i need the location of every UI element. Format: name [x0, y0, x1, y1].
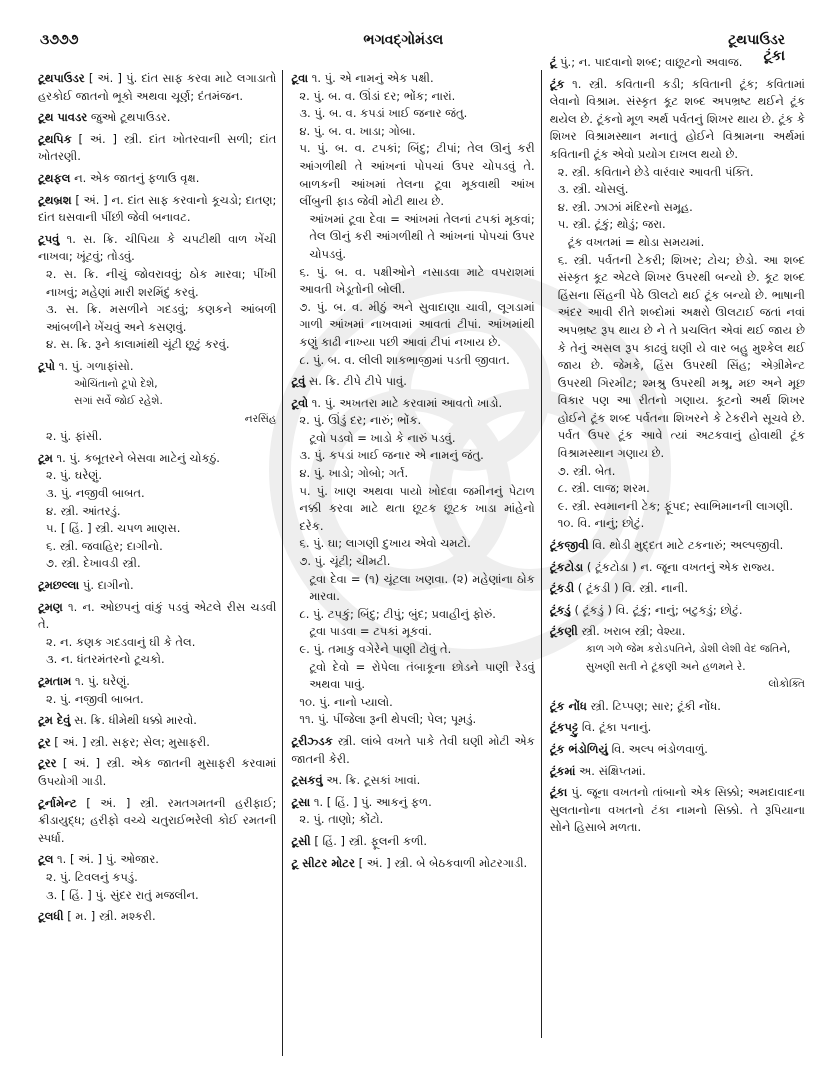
idiom-phrase: ટૂવો દેવો = રોપેલા તંબાકૂના છોડને પાણી રેડવું અથવા પાવું. — [309, 659, 535, 692]
definition-text: [ અં. ] ન. દાંત સાફ કરવાનો કૂચડો; દાતણ; દાંત ઘસવાની પીંછી જેવી બનાવટ. — [38, 192, 277, 225]
quotation-attribution: નરસિંહ — [244, 412, 277, 425]
definition-text: ( ટૂંકડી ) વિ. સ્ત્રી. નાની. — [577, 581, 689, 596]
entry-first-line — [38, 577, 276, 595]
entry-first-line — [38, 450, 276, 468]
headword: ટૂંકા — [549, 785, 568, 800]
sense-definition: ૮. પું. બ. વ. લીલી શાકભાજીમાં પડતી જીવાત. — [299, 352, 510, 367]
definition-text: ૧. પું. કબૂતરને બેસવા માટેનું ચોકઠું. — [56, 450, 220, 465]
sense-definition: ૬. પું. ઘા; લાગણી દુખાય એવો ચમટો. — [299, 536, 471, 551]
sense-definition: ૮. સ્ત્રી. લાજ; શરમ. — [557, 481, 650, 496]
headword: ટૂસકવું — [291, 773, 323, 788]
dictionary-entry — [291, 373, 534, 391]
sense-definition: ૪. પું. બ. વ. ખાડા; ગોબા. — [299, 123, 416, 138]
headword: ટૂપો — [38, 358, 56, 373]
headword: ટૂરર — [38, 756, 57, 771]
headword: ટૂંકડી — [549, 581, 575, 596]
definition-text: ૧. પું. ગળાફાંસો. — [58, 358, 134, 373]
headword: ટૂથબ્રશ — [38, 192, 72, 207]
dictionary-entry — [38, 358, 276, 446]
dictionary-entry — [550, 559, 805, 577]
dictionary-entry — [38, 231, 276, 354]
dictionary-entry — [38, 70, 276, 105]
dictionary-entry — [38, 170, 276, 188]
headword: ટૂલ — [38, 852, 54, 867]
entry-first-line — [38, 734, 276, 752]
headword: ટૂવો — [291, 395, 309, 410]
definition-text: વિ. થોડી મુદ્દત માટે ટકનારું; અલ્પજીવી. — [592, 538, 784, 553]
definition-text: [ મ. ] સ્ત્રી. મશ્કરી. — [67, 909, 156, 924]
definition-text: પું. જૂના વખતનો તાંબાનો એક સિક્કો; અમદાવાદના સુલતાનોના વખતનો ટંકા નામનો સિક્કો. તે રૂપિયાના સોને હિસાબે મળતા. — [549, 785, 805, 835]
dictionary-entry — [38, 734, 276, 752]
entry-first-line — [550, 602, 805, 620]
sense-definition: ૭. પું. બ. વ. મીઠું અને સુવાદાણા ચાવી, લૂગડામાં ગાળી આંખમાં નાખવામાં આવતાં ટીપાં. આંખમાંથી કણું કાઢી નાખ્યા પછી આવાં ટીપાં નખાય છે. — [299, 299, 535, 349]
entry-first-line — [38, 109, 276, 127]
entry-first-line — [550, 763, 805, 781]
definition-text: અ. સંક્ષિપ્તમાં. — [579, 763, 646, 778]
entry-first-line — [550, 719, 805, 737]
column-3 — [542, 54, 805, 1056]
headword: ટૂવું — [291, 374, 306, 389]
page-header — [40, 28, 785, 52]
headword: ટૂથપાઉડર — [38, 71, 85, 85]
definition-text: [ અં. ] સ્ત્રી. રમતગમતની હરીફાઈ; ક્રીડાયુદ્ધ; હરીફો વચ્ચે ચતુરાઈભરેલી કોઈ રમતની સ્પર્ધા. — [38, 795, 277, 845]
entry-first-line — [550, 537, 805, 555]
entry-first-line — [291, 833, 534, 851]
sense-definition: ૧૦. વિ. નાનું; છોટું. — [557, 516, 645, 531]
sense-definition: ૬. સ્ત્રી. પર્વતની ટેકરી; શિખર; ટોચ; છેડો. આ શબ્દ સંસ્કૃત કૂટ એટલે શિખર ઉપરથી બન્યો છે. કૂટ શબ્દ હિંસના સિંહની પેઠે ઊલટો થઈ ટૂંક બન્યો છે. ભાષાની અંદર આવી રીતે શબ્દોમાં અક્ષરો ઊલટાઈ જતાં નવાં અપભ્રષ્ટ રૂપ થાય છે ને તે પ્રચલિત એવાં થઈ જાય છે કે તેનું અસલ રૂપ કાઢવું ઘણી યે વાર બહુ મુશ્કેલ થઈ જાય છે. જેમકે, હિંસ ઉપરથી સિંહ; એગ્રીમેન્ટ ઉપરથી ગિરમીટ; શ્મશ્રુ ઉપરથી મશ્રૂ, મછ અને મૂછ વિકાર પણ આ રીતનો ગણાય. કૂટનો અર્થ શિખર હોઈને ટૂંક શબ્દ પર્વતના શિખરને કે ટેકરીને સૂચવે છે. પર્વત ઉપર ટૂંક આવે ત્યાં અટકવાનું હોવાથી ટૂંક વિશ્રામસ્થાન ગણાય છે. — [557, 252, 805, 461]
definition-text: સ. ક્રિ. ધીમેથી ધક્કો મારવો. — [74, 713, 197, 728]
entry-first-line — [291, 794, 534, 812]
sense-definition: ૬. પું. બ. વ. પક્ષીઓને નસાડવા માટે વપરાશમાં આવતી ખેડૂતોની બોલી. — [299, 264, 535, 297]
headword: ટૂસા — [291, 794, 311, 809]
headword: ટૂથપિક — [38, 131, 72, 146]
definition-text: ( ટૂંકડું ) વિ. ટૂંકું; નાનું; બટુકડું; છોટું. — [574, 602, 743, 617]
entry-first-line — [550, 580, 805, 598]
dictionary-columns — [38, 55, 805, 1056]
headword: ટૂર્નામેન્ટ — [38, 795, 77, 810]
sense-definition: ૩. પું. બ. વ. કપડાં ખાઈ જનાર જંતુ. — [299, 106, 468, 121]
sense-definition: ૩. સ. ક્રિ. મસળીને ગદડવું; કણકને આંબળી આંબળીને ખેંચવું અને કસણવું. — [46, 302, 277, 334]
idiom-phrase: ટૂવા પાડવા = ટપકાં મૂકવાં. — [309, 624, 432, 639]
entry-first-line — [38, 358, 276, 376]
entry-first-line — [38, 70, 276, 105]
definition-text: અ. ક્રિ. ટૂસકાં ખાવાં. — [326, 773, 421, 788]
definition-text: ૧. પું. અખતરા માટે કરવામાં આવતો ખાડો. — [311, 395, 503, 410]
sense-definition: ૨. પું. બ. વ. ઊંડાં દર; ભોંક; નારાં. — [299, 88, 456, 103]
sense-definition: ૭. પું. ચૂંટી; ચીમટી. — [299, 554, 391, 569]
column-1 — [38, 70, 283, 1056]
dictionary-entry — [550, 763, 805, 781]
idiom-phrase: ટૂવો પડવો = ખાડો કે નારું પડવું. — [309, 430, 456, 445]
dictionary-entry — [550, 741, 805, 759]
sense-definition: ૯. પું. તમાકુ વગેરેને પાણી ટોવું તે. — [299, 642, 452, 656]
dictionary-entry — [550, 537, 805, 555]
dictionary-entry — [38, 109, 276, 127]
headword: ટૂથ પાવડર — [38, 110, 88, 125]
entry-first-line — [291, 733, 534, 768]
definition-text: ૧. ન. ઓછપનું વાંકું પડવું એટલે રીસ ચડવી તે. — [38, 599, 277, 632]
entry-first-line — [291, 772, 534, 790]
sense-definition: ૬. સ્ત્રી. જવાહિર; દાગીનો. — [46, 538, 163, 553]
dictionary-entry — [550, 784, 805, 837]
sense-definition: ૩. સ્ત્રી. ચોસલું. — [557, 182, 629, 197]
definition-text: સ્ત્રી. ટિપ્પણ; સાર; ટૂંકી નોંધ. — [590, 698, 721, 713]
definition-text: ૧. સ્ત્રી. કવિતાની કડી; કવિતાની ટૂંક; કવિતામાં લેવાનો વિશ્રામ. સંસ્કૃત કૂટ શબ્દ અપભ્રષ્ટ થઈને ટૂંક થયેલ છે. ટૂંકનો મૂળ અર્થ પર્વતનું શિખર થાય છે. ટૂંક કે શિખર વિશ્રામસ્થાન મનાતું હોઈને વિશ્રામના અર્થમાં કવિતાની ટૂંક એવો પ્રયોગ દાખલ થયો છે. — [549, 76, 805, 161]
entry-first-line — [550, 54, 805, 72]
entry-first-line — [38, 851, 276, 869]
sense-definition: ૩. પું. કપડાં ખાઈ જનાર એ નામનું જંતુ. — [299, 448, 484, 463]
definition-text: સ. ક્રિ. ટીપે ટીપે પાવું. — [308, 374, 407, 389]
entry-first-line — [38, 755, 276, 790]
entry-first-line — [38, 192, 276, 227]
definition-text: [ અં. ] સ્ત્રી. દાંત ખોતરવાની સળી; દાંત ખોતરણી. — [38, 131, 277, 164]
dictionary-entry — [38, 673, 276, 708]
guide-word-first: ટૂથપાઉડર — [728, 32, 785, 48]
definition-text: [ હિં. ] સ્ત્રી. ફૂલની કળી. — [314, 833, 428, 848]
headword: ટૂંકમાં — [549, 763, 576, 778]
headword: ટૂમતામ — [38, 674, 72, 688]
definition-text: સ્ત્રી. લાંબે વખતે પાકે તેવી ઘણી મોટી એક જાતની કેરી. — [291, 733, 535, 766]
headword: ટૂસી — [291, 833, 311, 848]
entry-first-line — [38, 131, 276, 166]
dictionary-entry — [38, 908, 276, 926]
sense-definition: ૮. પું. ટપકું; બિંદુ; ટીપું; બુંદ; પ્રવાહીનું ફોરું. — [299, 606, 496, 621]
definition-text: વિ. ટૂંકા પનાનું. — [581, 720, 652, 735]
definition-text: ન. એક જાતનું ફળાઉ વૃક્ષ. — [74, 170, 200, 185]
headword: ટૂંક ભંડોળિયું — [549, 741, 608, 756]
entry-first-line — [291, 70, 534, 88]
entry-first-line — [291, 395, 534, 413]
dictionary-entry — [550, 76, 805, 533]
sense-definition: ૪. સ્ત્રી. આંતરડું. — [46, 503, 121, 518]
dictionary-entry — [38, 712, 276, 730]
dictionary-entry — [291, 855, 534, 873]
quotation-attribution: લોકોક્તિ — [768, 678, 805, 691]
definition-text: પું.; ન. પાદવાનો શબ્દ; વાછૂટનો અવાજ. — [560, 55, 743, 69]
dictionary-entry — [550, 580, 805, 598]
dictionary-entry — [291, 395, 534, 729]
sense-definition: ૨. સ. ક્રિ. નીચું જોવરાવવું; ઠોક મારવા; પીંખી નાખવું; મહેણાં મારી શરમિંદું કરવું. — [46, 266, 277, 299]
dictionary-entry — [38, 795, 276, 848]
dictionary-entry — [38, 450, 276, 573]
dictionary-entry — [550, 602, 805, 620]
sense-definition: ૫. [ હિં. ] સ્ત્રી. ચપળ માણસ. — [46, 521, 181, 536]
dictionary-entry — [38, 192, 276, 227]
entry-first-line — [550, 784, 805, 837]
definition-text: જુઓ ટૂથપાઉડર. — [90, 110, 171, 125]
idiom-phrase: ટૂંક વખતમાં = થોડા સમયમાં. — [567, 234, 705, 249]
headword: ટૂરીઝ્ડક — [291, 733, 333, 748]
definition-text: [ અં. ] સ્ત્રી. એક જાતની મુસાફરી કરવામાં ઉપયોગી ગાડી. — [38, 756, 277, 788]
entry-first-line — [291, 373, 534, 391]
headword: ટૂમછલ્લા — [38, 578, 80, 593]
book-title: ભગવદ્ગોમંડલ — [363, 32, 444, 48]
dictionary-entry — [291, 794, 534, 829]
headword: ટૂંકજીવી — [549, 538, 589, 553]
quotation-line: ઓચિંતાનો ટૂપો દેશે, — [74, 377, 158, 390]
entry-first-line — [550, 623, 805, 641]
sense-definition: ૨. પું. નજીવી બાબત. — [46, 691, 144, 706]
sense-definition: ૩. [ હિં. ] પું. સુંદર રાતું મજલીન. — [46, 887, 199, 902]
page-number: ૩૭૭૭ — [40, 32, 79, 48]
sense-definition: ૩. પું. નજીવી બાબત. — [46, 486, 145, 501]
dictionary-entry — [291, 772, 534, 790]
sense-definition: ૨. પું. તાણો; કોંટો. — [299, 812, 384, 827]
headword: ટૂંકડું — [549, 602, 571, 617]
definition-text: ૧. પું. એ નામનું એક પક્ષી. — [311, 71, 434, 85]
headword: ટૂંકણી — [549, 624, 578, 639]
sense-definition: ૨. પું. ટિવલનું કપડું. — [46, 869, 138, 884]
dictionary-entry — [550, 54, 805, 72]
definition-text: પું. દાગીનો. — [82, 578, 134, 593]
definition-text: [ અં. ] સ્ત્રી. બે બેઠકવાળી મોટરગાડી. — [358, 855, 528, 870]
entry-first-line — [550, 741, 805, 759]
headword: ટૂથફલ — [38, 170, 71, 185]
definition-text: ૧. [ હિં. ] પું. આકનું ફળ. — [313, 794, 432, 809]
sense-definition: ૪. સ. ક્રિ. રૂને કાલામાંથી ચૂંટી છૂટું કરવું. — [46, 337, 230, 352]
entry-first-line — [38, 170, 276, 188]
dictionary-entry — [38, 577, 276, 595]
headword: ટૂલધી — [38, 909, 64, 924]
sense-definition: ૫. સ્ત્રી. ટૂંકું; થોડું; જરા. — [557, 217, 666, 232]
entry-first-line — [38, 908, 276, 926]
entry-first-line — [38, 231, 276, 266]
headword: ટૂમ દેવું — [38, 713, 71, 728]
guide-word-last: ટૂંકા — [763, 48, 785, 64]
headword: ટૂવા — [291, 71, 309, 85]
entry-first-line — [38, 673, 276, 691]
sense-definition: ૧૧. પું. પીંજેલા રૂની થેપલી; પેલ; પૂમડું. — [299, 712, 477, 727]
idiom-phrase: આંખમાં ટૂવા દેવા = આંખમાં તેલનાં ટપકાં મૂકવાં; તેલ ઊનું કરી આંગળીથી તે આંખનાં પોપચાં ઉપર ચોપડવું. — [309, 211, 535, 261]
headword: ટૂંકટોડા — [549, 559, 584, 574]
headword: ટૂંક — [549, 76, 565, 91]
sense-definition: ૯. સ્ત્રી. સ્વમાનની ટેક; ફૂંપદ; સ્વાભિમાનની લાગણી. — [557, 498, 793, 513]
dictionary-entry — [550, 623, 805, 693]
definition-text: વિ. અલ્પ ભંડોળવાળું. — [611, 741, 708, 756]
idiom-phrase: ટૂવા દેવા = (૧) ચૂંટલા ખણવા. (૨) મહેણાંના ઠોક મારવા. — [309, 571, 535, 604]
quotation-line: કાળ ગળે જેમ કરોડપતિને, ડોશી લેશી વેદ જતિને, — [585, 643, 791, 655]
headword: ટૂમ — [38, 450, 53, 465]
sense-definition: ૭. સ્ત્રી. બેત. — [557, 463, 616, 478]
quotation-line: સુખણી સતી ને ટૂંકણી અને હળમને રે. — [585, 660, 746, 673]
sense-definition: ૨. ન. કણક ગદડવાનું ઘી કે તેલ. — [46, 634, 196, 649]
sense-definition: ૨. પું. ઘરેણું. — [46, 468, 102, 483]
definition-text: સ્ત્રી. ખરાબ સ્ત્રી; વેશ્યા. — [581, 624, 686, 639]
definition-text: ૧. સ. ક્રિ. ચીપિયા કે ચપટીથી વાળ ખેંચી નાખવા; ખૂંટવું; તોડવું. — [38, 231, 277, 264]
sense-definition: ૩. ન. ધંતરમંતરનો ટૂચકો. — [46, 652, 165, 667]
definition-text: [ અં. ] પું. દાંત સાફ કરવા માટે લગાડાતો હરકોઈ જાતનો ભૂકો અથવા ચૂર્ણ; દંતમંજન. — [38, 71, 277, 103]
entry-first-line — [550, 76, 805, 164]
dictionary-entry — [291, 70, 534, 369]
headword: ટૂપવું — [38, 231, 60, 246]
dictionary-entry — [291, 833, 534, 851]
quotation-line: સગાં સર્વે જોઈ રહેશે. — [74, 395, 163, 408]
dictionary-entry — [38, 131, 276, 166]
entry-first-line — [550, 698, 805, 716]
sense-definition: ૫. પું. ખાણ અથવા પાયો ખોદવા જમીનનું પેટાળ નક્કી કરવા માટે થતા છૂટક છૂટક ખાડા માંહેનો દરેક. — [299, 483, 535, 533]
headword: ટૂ સીટર મોટર — [291, 855, 355, 870]
sense-definition: ૨. પું. ઊંડું દર; નારું; ભોંક. — [299, 413, 422, 428]
dictionary-entry — [291, 733, 534, 768]
definition-text: ૧. પું. ઘરેણું. — [75, 674, 130, 688]
entry-first-line — [38, 599, 276, 634]
sense-definition: ૪. સ્ત્રી. ઝાઝાં મંદિરનો સમૂહ. — [557, 199, 693, 214]
sense-definition: ૧૦. પું. નાનો પ્યાલો. — [299, 694, 393, 709]
sense-definition: ૭. સ્ત્રી. દેખાવડી સ્ત્રી. — [46, 556, 141, 571]
headword: ટૂંક નોંધ — [549, 698, 587, 713]
sense-definition: ૪. પું. ખાડો; ગોબો; ગર્ત. — [299, 466, 409, 481]
dictionary-entry — [38, 599, 276, 669]
sense-definition: ૨. સ્ત્રી. કવિતાને છેડે વારંવાર આવતી પંક્તિ. — [557, 164, 754, 179]
headword: ટૂં — [549, 55, 557, 69]
dictionary-entry — [38, 755, 276, 790]
sense-definition: ૫. પું. બ. વ. ટપકાં; બિંદુ; ટીપાં; તેલ ઊનું કરી આંગળીથી તે આંખનાં પોપચાં ઉપર ચોપડવું તે. બાળકની આંખમાં તેલના ટૂવા મૂકવાથી આંખ લીંબુની ફાડ જેવી મોટી થાય છે. — [299, 141, 535, 209]
dictionary-entry — [38, 851, 276, 904]
dictionary-entry — [550, 698, 805, 716]
definition-text: [ અં. ] સ્ત્રી. સફર; સેલ; મુસાફરી. — [54, 734, 210, 749]
definition-text: ૧. [ અં. ] પું. ઓજાર. — [57, 852, 159, 867]
column-2 — [283, 70, 541, 1038]
definition-text: ( ટૂંકટોડા ) ન. જૂના વખતનું એક રાજ્ય. — [586, 559, 775, 574]
entry-first-line — [38, 795, 276, 848]
headword: ટૂંકપટ્ટુ — [549, 720, 579, 735]
headword: ટૂર — [38, 734, 51, 749]
headword: ટૂમણ — [38, 599, 63, 614]
entry-first-line — [550, 559, 805, 577]
entry-first-line — [38, 712, 276, 730]
dictionary-entry — [550, 719, 805, 737]
entry-first-line — [291, 855, 534, 873]
sense-definition: ૨. પું. ફાંસી. — [46, 429, 103, 444]
